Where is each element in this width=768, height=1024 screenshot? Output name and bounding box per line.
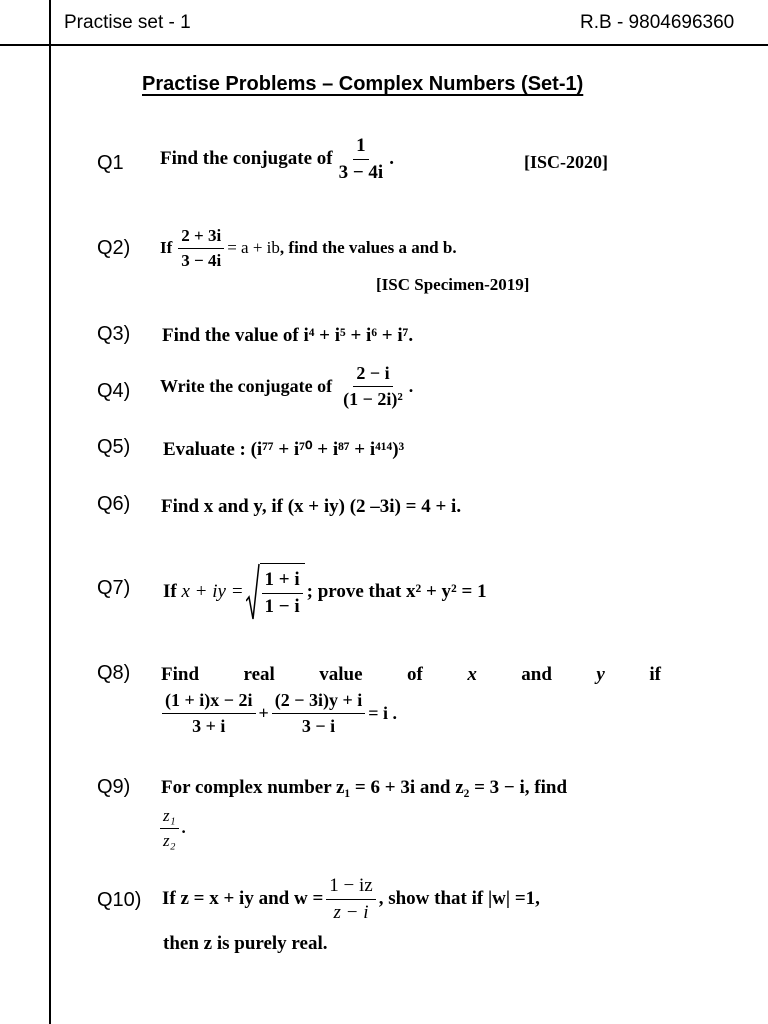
q5-number: Q5) [97,436,131,458]
q8-word-2: real [243,664,275,685]
q10-pre: If z = x + iy and w = [162,888,324,910]
q2-if: If [160,238,173,258]
header-contact: R.B - 9804696360 [580,12,735,33]
q8-word-6: and [521,664,552,685]
sqrt-icon [246,563,260,621]
q6-text: Find x and y, if (x + iy) (2 –3i) = 4 + i. [161,496,462,517]
q4-text [160,363,413,409]
q7-if: If [163,581,177,602]
q7-rest: ; prove that x² + y² = 1 [306,581,487,602]
q8-rhs: = i . [368,702,398,723]
q8-word-4: of [407,664,423,685]
q7-number: Q7) [97,577,131,599]
q5-expression: (i⁷⁷ + i⁷⁰ + i⁸⁷ + i⁴¹⁴)³ [250,439,405,460]
q2-rest: , find the values a and b. [279,238,457,258]
q8-f2-denominator: 3 − i [301,715,336,736]
q7-lhs: x + iy = [181,581,244,602]
q3-expression: i⁴ + i⁵ + i⁶ + i⁷. [303,325,414,346]
q1-period: . [389,148,394,170]
header-set-label: Practise set - 1 [64,12,191,33]
q10-number: Q10) [97,889,142,911]
q10-text [162,875,540,924]
margin-line [49,0,51,1024]
q2-equation: = a + ib [227,238,280,258]
q8-first-line [161,664,661,686]
q2-fraction [178,226,224,270]
q7-denominator: 1 − i [264,595,300,617]
q8-equation [162,690,397,736]
page-title: Practise Problems – Complex Numbers (Set-1) [142,73,584,95]
q10-post: , show that if |w| =1, [378,888,540,910]
q8-word-8: if [649,664,661,685]
q9-period: . [181,818,186,838]
q3-number: Q3) [97,323,131,345]
q7-text [163,563,487,621]
q7-numerator: 1 + i [262,569,303,594]
q1-text [160,135,394,184]
q1-denominator: 3 − 4i [338,161,384,183]
q4-prompt: Write the conjugate of [160,375,333,396]
q8-word-5: x [467,664,477,685]
q8-plus: + [258,702,269,723]
q2-number: Q2) [97,237,131,259]
q7-sqrt [246,563,305,621]
q1-numerator: 1 [353,135,369,160]
q8-number: Q8) [97,662,131,684]
q1-reference: [ISC-2020] [524,152,608,172]
q9-fraction [160,806,179,850]
q8-fraction-1 [162,690,256,736]
q8-f2-numerator: (2 − 3i)y + i [272,690,366,714]
q2-reference: [ISC Specimen-2019] [376,275,530,294]
q9-text: For complex number z₁ = 6 + 3i and z₂ = 3 − i, find [161,777,568,798]
q2-text [160,226,457,270]
q7-fraction [262,569,303,618]
q8-f1-denominator: 3 + i [192,715,226,736]
q3-prompt: Find the value of [162,325,299,346]
q5-text [163,438,404,461]
q10-denominator: z − i [333,901,369,923]
q10-second-line: then z is purely real. [163,933,328,954]
q2-numerator: 2 + 3i [178,226,224,249]
q4-numerator: 2 − i [353,363,392,387]
q9-fraction-line [160,806,186,850]
q5-prompt: Evaluate : [163,438,246,460]
q1-fraction [336,135,387,184]
q8-word-1: Find [161,664,200,685]
q8-word-7: y [596,664,605,685]
q8-word-3: value [319,664,363,685]
q10-numerator: 1 − iz [326,875,375,900]
q4-period: . [408,375,414,396]
q4-denominator: (1 − 2i)² [343,388,403,409]
q8-f1-numerator: (1 + i)x − 2i [162,690,256,714]
q8-fraction-2 [272,690,366,736]
q10-fraction [326,875,375,924]
q3-text [162,325,413,347]
header-rule [0,44,768,46]
q6-number: Q6) [97,493,131,515]
q9-number: Q9) [97,776,131,798]
q9-numerator: z₁ [160,806,179,829]
q4-number: Q4) [97,380,131,402]
q1-number: Q1 [97,152,124,174]
q4-fraction [340,363,406,409]
q9-denominator: z₂ [163,830,176,850]
q1-prompt: Find the conjugate of [160,148,333,170]
q2-denominator: 3 − 4i [181,250,222,270]
